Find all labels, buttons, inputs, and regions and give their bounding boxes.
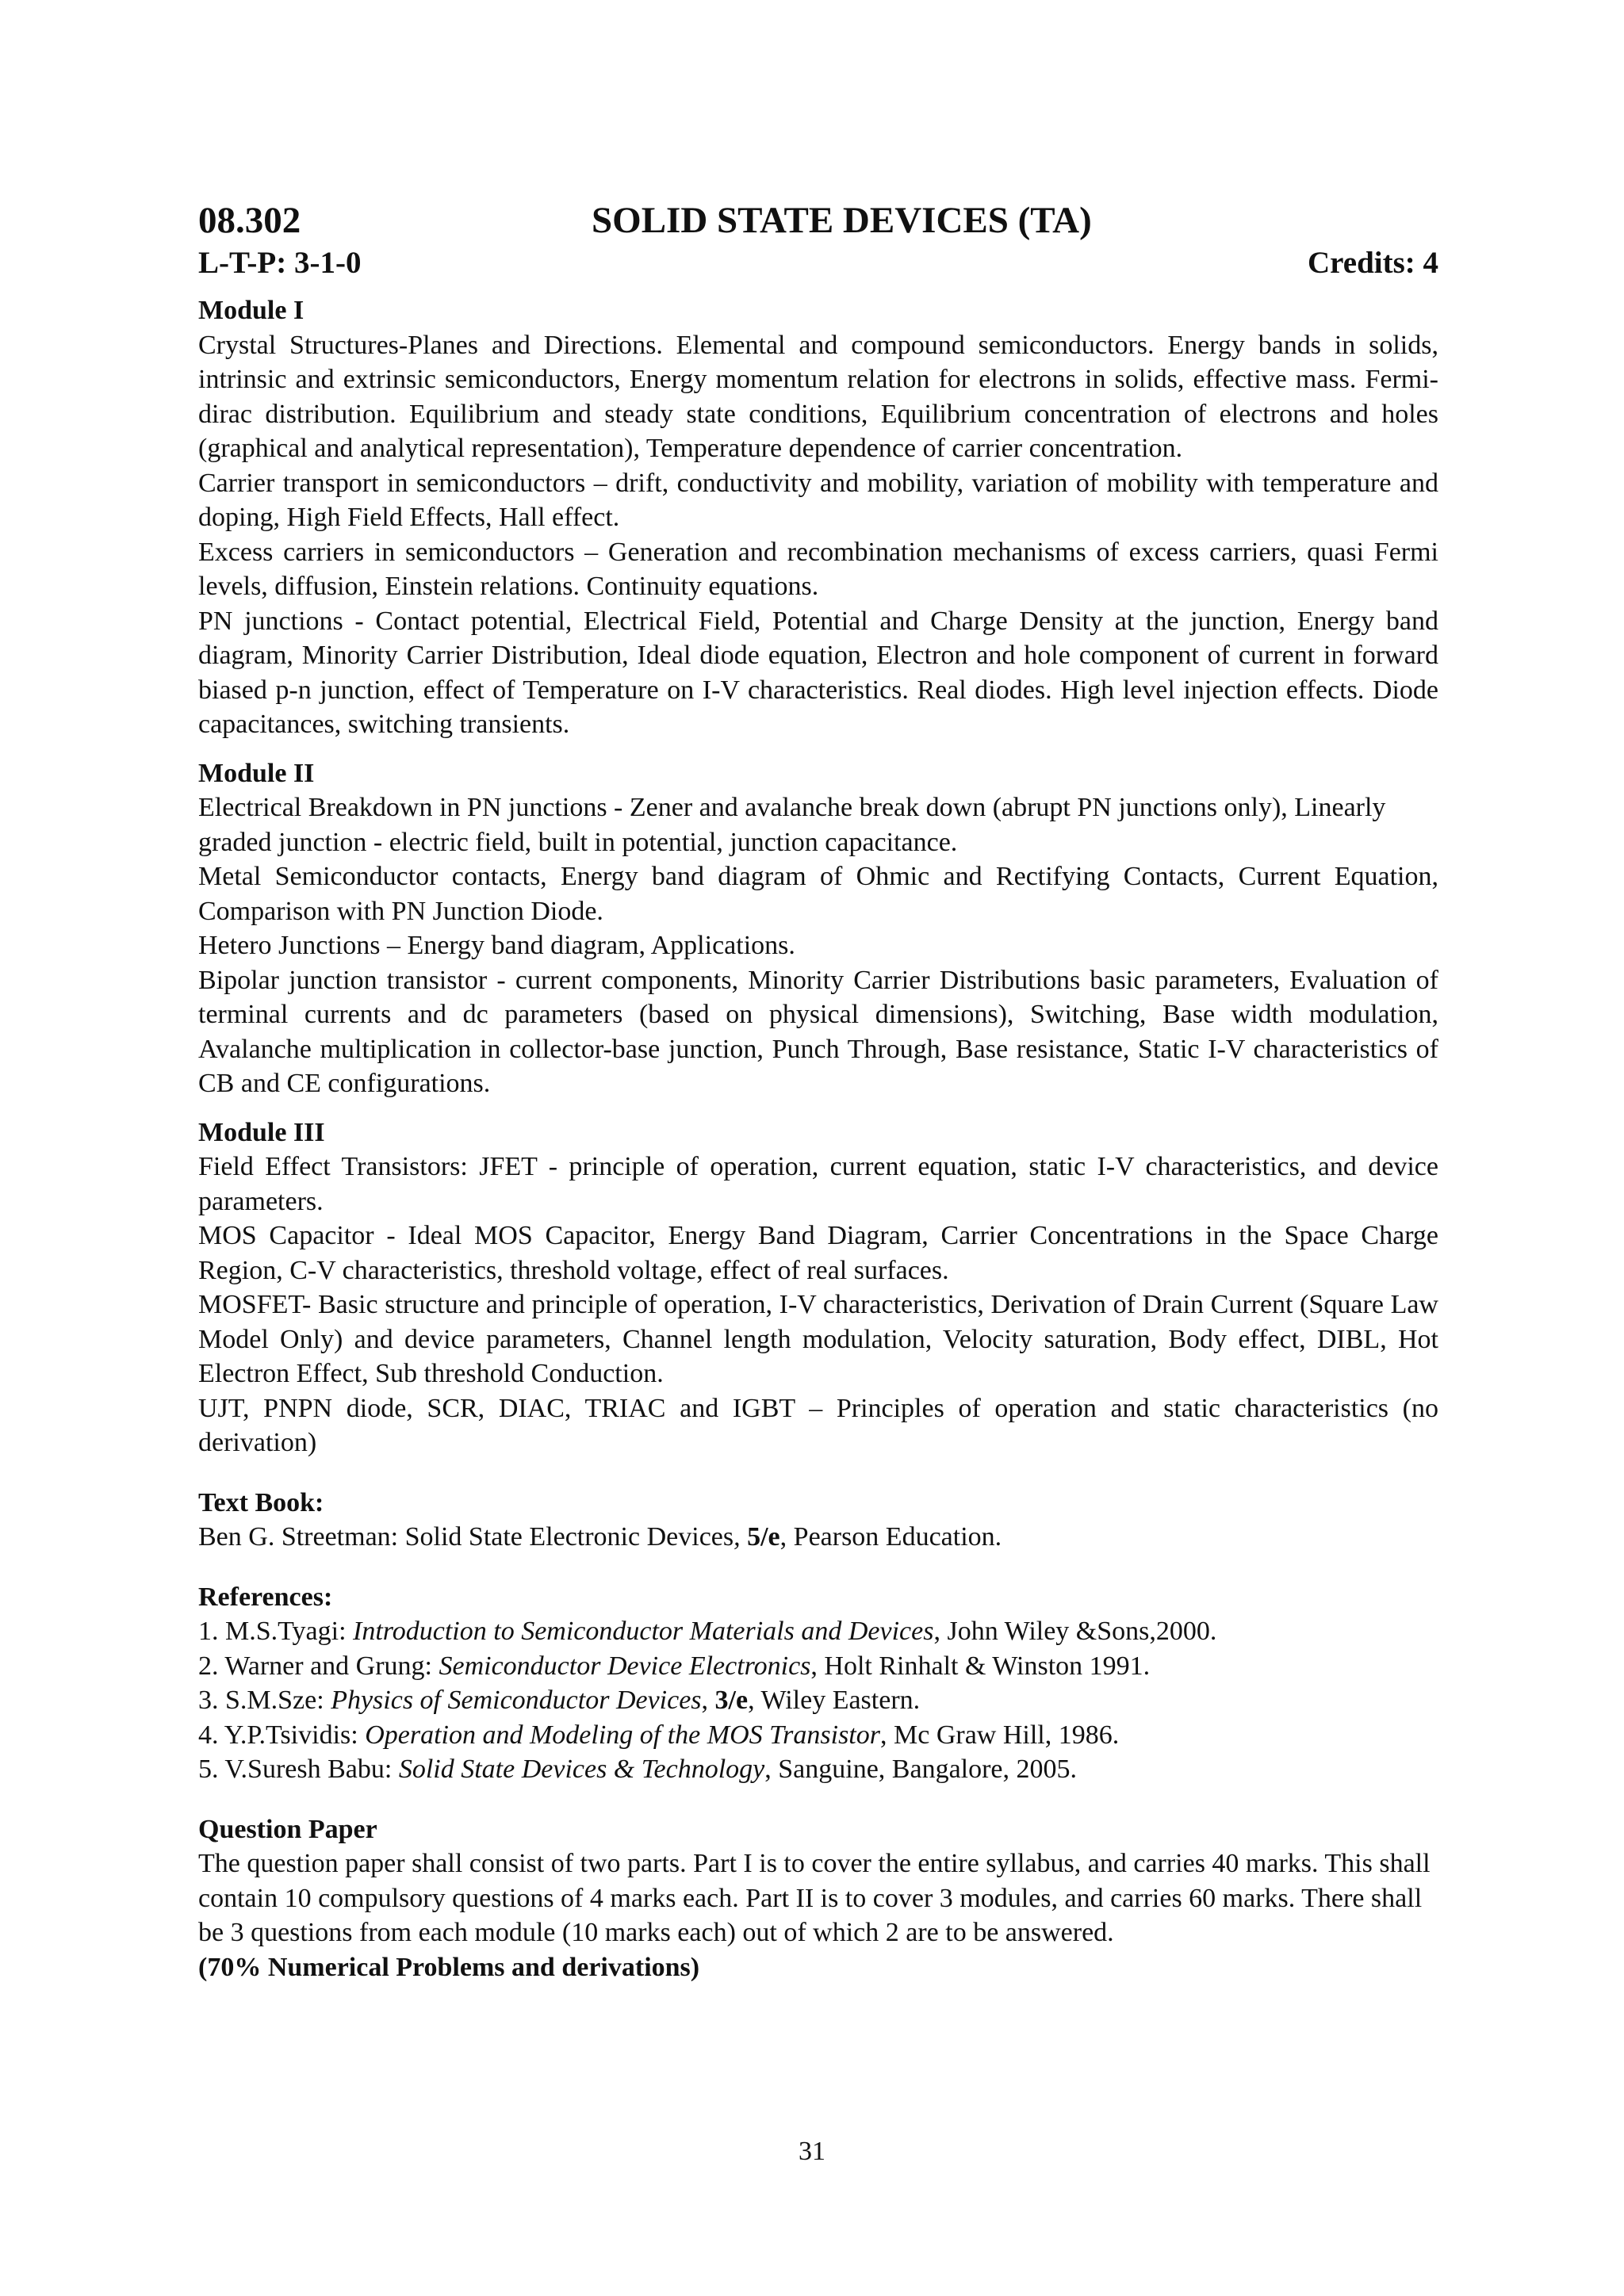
- text-book-entry: [198, 1520, 1438, 1555]
- reference-item: [198, 1614, 1438, 1649]
- module-paragraph: PN junctions - Contact potential, Electrical Field, Potential and Charge Density at the junction, Energy band diagram, Minority Carrier Distribution, Ideal diode equation, Electron and hole component of current in forward biased p-n junction, effect of Temperature on I-V characteristics. Real diodes. High level injection effects. Diode capacitances, switching transients.: [198, 606, 1438, 739]
- module-paragraph: UJT, PNPN diode, SCR, DIAC, TRIAC and IGBT – Principles of operation and static characteristics (no derivation): [198, 1393, 1438, 1457]
- text-book-section: [198, 1486, 1438, 1555]
- reference-item: [198, 1752, 1438, 1787]
- module-heading: Module I: [198, 296, 304, 325]
- reference-title: Operation and Modeling of the MOS Transistor: [365, 1720, 880, 1750]
- module-3: [198, 1115, 1438, 1460]
- module-paragraph: Hetero Junctions – Energy band diagram, Applications.: [198, 931, 795, 960]
- reference-publisher: , John Wiley &Sons,2000.: [933, 1617, 1217, 1646]
- references-list: [198, 1614, 1438, 1787]
- text-book-heading: Text Book:: [198, 1487, 324, 1517]
- module-paragraph: Metal Semiconductor contacts, Energy band diagram of Ohmic and Rectifying Contacts, Current Equation, Comparison with PN Junction Diode.: [198, 862, 1438, 926]
- reference-publisher: , Wiley Eastern.: [748, 1686, 921, 1715]
- module-paragraph: Electrical Breakdown in PN junctions - Zener and avalanche break down (abrupt PN junctions only), Linearly graded junction - electric field, built in potential, junction capacitance.: [198, 793, 1386, 857]
- page-number: 31: [799, 2137, 825, 2166]
- module-paragraph: Crystal Structures-Planes and Directions. Elemental and compound semiconductors. Energy bands in solids, intrinsic and extrinsic semiconductors, Energy momentum relation for electrons in solids, effective mass. Fermi-dirac distribution. Equilibrium and steady state conditions, Equilibrium concentration of electrons and holes (graphical and analytical representation), Temperature dependence of carrier concentration.: [198, 330, 1438, 463]
- question-paper-section: [198, 1812, 1438, 1985]
- module-paragraph: Excess carriers in semiconductors – Generation and recombination mechanisms of excess carriers, quasi Fermi levels, diffusion, Einstein relations. Continuity equations.: [198, 537, 1438, 601]
- text-book-separator: ,: [733, 1522, 748, 1552]
- ltp-label: L-T-P: 3-1-0: [198, 246, 362, 280]
- reference-edition: 3/e: [714, 1686, 749, 1715]
- question-paper-body: The question paper shall consist of two parts. Part I is to cover the entire syllabus, and carries 40 marks. This shall contain 10 compulsory questions of 4 marks each. Part II is to cover 3 modules, and carries 60 marks. There shall be 3 questions from each module (10 marks each) out of which 2 are to be answered.: [198, 1849, 1431, 1947]
- references-heading: References:: [198, 1582, 333, 1612]
- references-section: [198, 1580, 1438, 1787]
- reference-title: Physics of Semiconductor Devices: [331, 1686, 702, 1715]
- credits-label: Credits: 4: [1307, 246, 1438, 280]
- question-paper-note: (70% Numerical Problems and derivations): [198, 1952, 700, 1982]
- reference-author: 1. M.S.Tyagi:: [198, 1617, 354, 1646]
- reference-author: 4. Y.P.Tsividis:: [198, 1720, 366, 1750]
- reference-author: 2. Warner and Grung:: [198, 1651, 439, 1681]
- reference-publisher: , Sanguine, Bangalore, 2005.: [764, 1755, 1078, 1784]
- module-paragraph: Field Effect Transistors: JFET - principle of operation, current equation, static I-V characteristics, and device parameters.: [198, 1152, 1438, 1216]
- reference-publisher: , Holt Rinhalt & Winston 1991.: [810, 1651, 1151, 1681]
- reference-author: 3. S.M.Sze:: [198, 1686, 331, 1715]
- module-paragraph: Carrier transport in semiconductors – drift, conductivity and mobility, variation of mobility with temperature and doping, High Field Effects, Hall effect.: [198, 468, 1438, 532]
- module-1: [198, 293, 1438, 742]
- course-title-row: [198, 198, 1438, 243]
- text-book-publisher: , Pearson Education.: [779, 1522, 1002, 1552]
- reference-item: [198, 1718, 1438, 1753]
- reference-separator: ,: [701, 1686, 715, 1715]
- reference-title: Introduction to Semiconductor Materials and Devices: [353, 1617, 934, 1646]
- course-title: SOLID STATE DEVICES (TA): [592, 200, 1092, 241]
- module-paragraph: Bipolar junction transistor - current components, Minority Carrier Distributions basic parameters, Evaluation of terminal currents and dc parameters (based on physical dimensions), Switching, Base width modulation, Avalanche multiplication in collector-base junction, Punch Through, Base resistance, Static I-V characteristics of CB and CE configurations.: [198, 965, 1438, 1098]
- reference-author: 5. V.Suresh Babu:: [198, 1755, 399, 1784]
- text-book-edition: 5/e: [747, 1522, 780, 1552]
- reference-item: [198, 1649, 1438, 1684]
- module-heading: Module III: [198, 1117, 325, 1147]
- reference-title: Solid State Devices & Technology: [398, 1755, 765, 1784]
- module-heading: Module II: [198, 758, 315, 788]
- text-book-author-title: Ben G. Streetman: Solid State Electronic Devices: [198, 1522, 734, 1552]
- course-code: 08.302: [198, 200, 301, 241]
- question-paper-heading: Question Paper: [198, 1814, 377, 1844]
- reference-item: [198, 1683, 1438, 1718]
- reference-title: Semiconductor Device Electronics: [439, 1651, 811, 1681]
- module-paragraph: MOSFET- Basic structure and principle of operation, I-V characteristics, Derivation of Drain Current (Square Law Model Only) and device parameters, Channel length modulation, Velocity saturation, Body effect, DIBL, Hot Electron Effect, Sub threshold Conduction.: [198, 1290, 1438, 1388]
- module-2: [198, 756, 1438, 1101]
- ltp-credits-row: [198, 244, 1438, 282]
- reference-publisher: , Mc Graw Hill, 1986.: [880, 1720, 1120, 1750]
- module-paragraph: MOS Capacitor - Ideal MOS Capacitor, Energy Band Diagram, Carrier Concentrations in the Space Charge Region, C-V characteristics, threshold voltage, effect of real surfaces.: [198, 1221, 1438, 1285]
